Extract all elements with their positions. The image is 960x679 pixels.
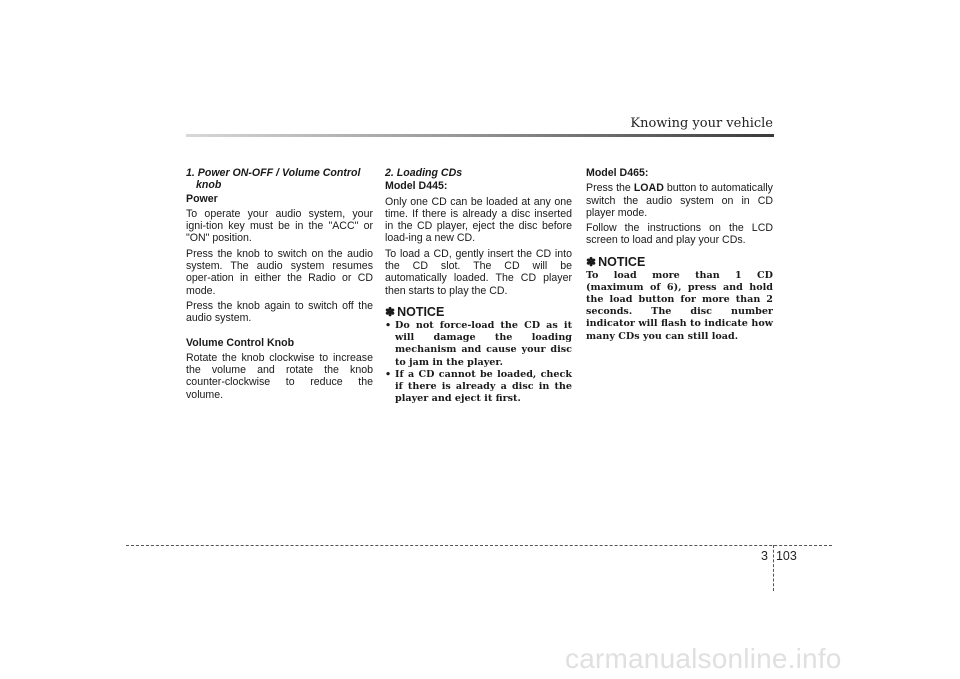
notice-body-d465: To load more than 1 CD (maximum of 6), press and hold the load button for more than 2 seconds. The disc number indicator will flash to indicate how many CDs you can still load.	[586, 270, 773, 342]
loading-paragraph-1: Only one CD can be loaded at any one time. If there is already a disc inserted in the CD player, eject the disc before load-ing a new CD.	[385, 195, 572, 245]
power-paragraph-2: Press the knob to switch on the audio system. The audio system resumes oper-ation in either the Radio or CD mode.	[186, 247, 373, 297]
watermark: carmanualsonline.info	[565, 643, 842, 674]
notice-heading-d445	[385, 306, 572, 318]
list-item: • Do not force-load the CD as it will damage the loading mechanism and cause your disc to jam in the player.	[385, 320, 572, 368]
column-model-d465	[586, 167, 773, 343]
section-heading-power-line1: 1. Power ON-OFF / Volume Control	[186, 167, 361, 179]
list-item: • If a CD cannot be loaded, check if there is already a disc in the player and eject it first.	[385, 368, 572, 404]
notice-title-text: NOTICE	[397, 304, 445, 319]
d465-paragraph-1: Press the LOAD button to automatically switch the audio system on in CD player mode.	[586, 182, 773, 219]
model-d465-label: Model D465:	[586, 167, 649, 179]
power-paragraph-3: Press the knob again to switch off the audio system.	[186, 299, 373, 325]
model-d445-label: Model D445:	[385, 180, 448, 193]
section-heading-power-line2: knob	[196, 179, 222, 192]
power-subheading: Power	[186, 192, 218, 205]
notice-star-icon: ✽	[586, 254, 597, 269]
column-loading-cds	[385, 167, 572, 405]
page-number-value: 103	[775, 549, 797, 563]
header-rule	[186, 134, 774, 137]
section-heading-power	[186, 167, 373, 192]
notice-bullet-list	[385, 320, 572, 405]
column-power-volume	[186, 167, 373, 404]
footer-rule	[126, 545, 832, 546]
power-paragraph-1: To operate your audio system, your igni-tion key must be in the "ACC" or "ON" position.	[186, 207, 373, 245]
section-heading-loading: 2. Loading CDs	[385, 167, 463, 179]
loading-paragraph-2: To load a CD, gently insert the CD into the CD slot. The CD will be automatically loaded. The CD player then starts to play the CD.	[385, 247, 572, 297]
running-header: Knowing your vehicle	[630, 116, 773, 131]
load-button-label: LOAD	[633, 182, 664, 195]
notice-star-icon: ✽	[385, 304, 396, 319]
volume-paragraph: Rotate the knob clockwise to increase the volume and rotate the knob counter-clockwise to reduce the volume.	[186, 351, 373, 401]
d465-paragraph-2: Follow the instructions on the LCD screen to load and play your CDs.	[586, 222, 773, 247]
chapter-number: 3	[761, 549, 768, 563]
notice-title-text: NOTICE	[598, 254, 646, 269]
notice-heading-d465	[586, 256, 773, 268]
volume-subheading: Volume Control Knob	[186, 336, 295, 349]
page-number	[761, 549, 797, 563]
